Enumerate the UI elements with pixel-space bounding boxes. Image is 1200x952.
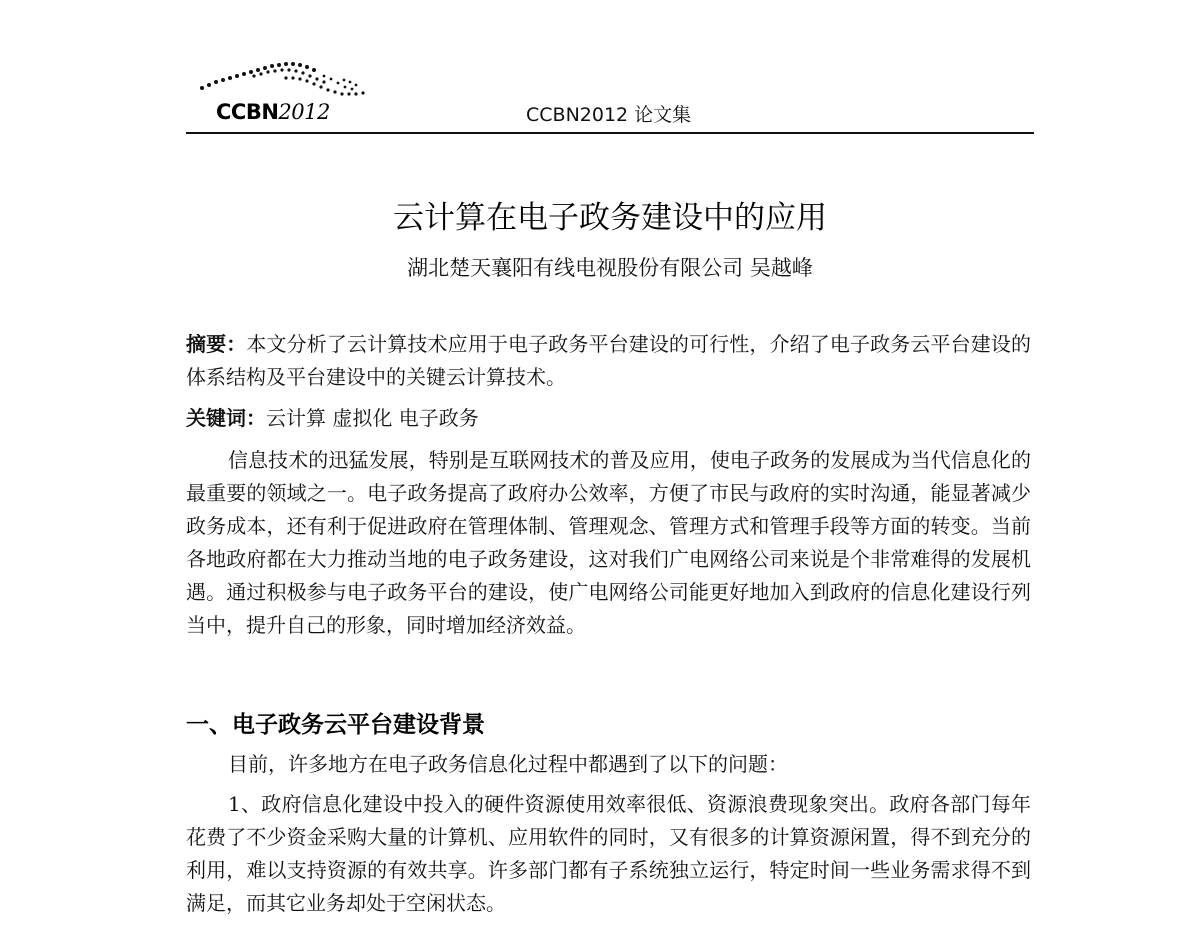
logo-year: 2012 [278, 100, 330, 124]
abstract-text: 本文分析了云计算技术应用于电子政务平台建设的可行性，介绍了电子政务云平台建设的体系结构及平台建设中的关键云计算技术。 [186, 332, 1032, 389]
keywords-label: 关键词： [186, 406, 266, 430]
intro-paragraph: 信息技术的迅猛发展，特别是互联网技术的普及应用，使电子政务的发展成为当代信息化的最重要的领域之一。电子政务提高了政府办公效率，方便了市民与政府的实时沟通，能显著减少政务成本，还有利于促进政府在管理体制、管理观念、管理方式和管理手段等方面的转变。当前各地政府都在大力推动当地的电子政务建设，这对我们广电网络公司来说是个非常难得的发展机遇。通过积极参与电子政务平台的建设，使广电网络公司能更好地加入到政府的信息化建设行列当中，提升自己的形象，同时增加经济效益。 [186, 448, 1031, 637]
page-header [186, 48, 1034, 134]
abstract-label: 摘要： [186, 332, 247, 356]
section-heading: 一、电子政务云平台建设背景 [186, 711, 485, 738]
abstract [186, 328, 1031, 394]
keywords-text: 云计算 虚拟化 电子政务 [266, 406, 479, 430]
keywords [186, 402, 1031, 435]
header-title: CCBN2012 论文集 [526, 104, 692, 126]
section-item-1: 1、政府信息化建设中投入的硬件资源使用效率很低、资源浪费现象突出。政府各部门每年花费了不少资金采购大量的计算机、应用软件的同时，又有很多的计算资源闲置，得不到充分的利用，难以支持资源的有效共享。许多部门都有子系统独立运行，特定时间一些业务需求得不到满足，而其它业务却处于空闲状态。 [186, 792, 1031, 915]
logo-name: CCBN [216, 100, 279, 124]
author-line: 湖北楚天襄阳有线电视股份有限公司 吴越峰 [407, 256, 813, 280]
ccbn-logo-text [216, 100, 330, 124]
ccbn-logo [194, 54, 374, 126]
section-lead: 目前，许多地方在电子政务信息化过程中都遇到了以下的问题： [228, 752, 788, 776]
paper-title: 云计算在电子政务建设中的应用 [393, 200, 827, 236]
ccbn-logo-dots-icon [194, 54, 374, 104]
